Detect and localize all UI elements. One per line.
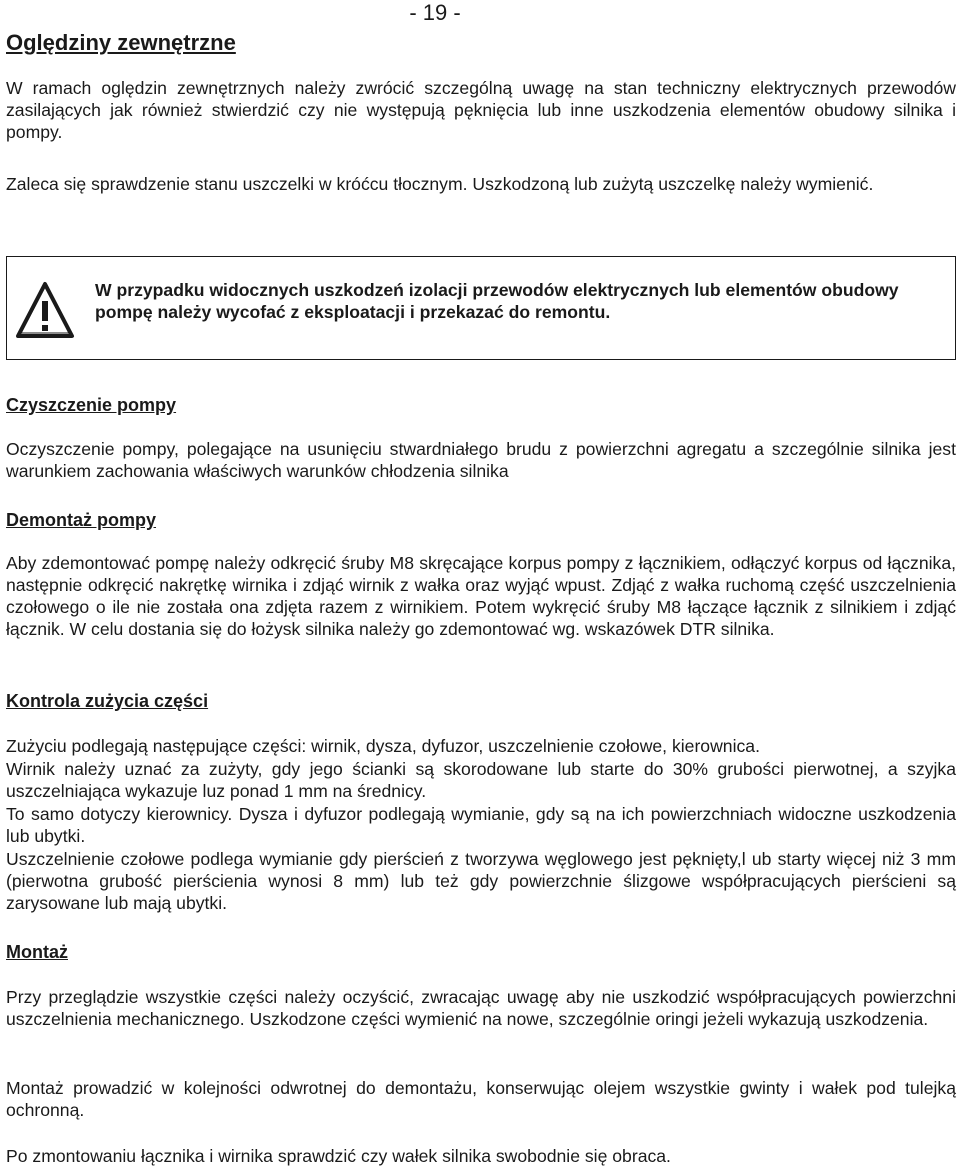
paragraph: Montaż prowadzić w kolejności odwrotnej do demontażu, konserwując olejem wszystkie gwinty i wałek pod tulejką ochronną. — [6, 1078, 956, 1120]
paragraph: Przy przeglądzie wszystkie części należy oczyścić, zwracając uwagę aby nie uszkodzić współpracujących powierzchni uszczelnienia mechanicznego. Uszkodzone części wymienić na nowe, szczególnie oringi jeżeli wykazują uszkodzenia. — [6, 987, 956, 1029]
section-heading-montaz: Montaż — [6, 942, 68, 962]
paragraph: Oczyszczenie pompy, polegające na usunięciu stwardniałego brudu z powierzchni agregatu a szczególnie silnika jest warunkiem zachowania właściwych warunków chłodzenia silnika — [6, 439, 956, 481]
section-heading-demontaz: Demontaż pompy — [6, 510, 157, 530]
section-heading-czyszczenie: Czyszczenie pompy — [6, 395, 177, 415]
paragraph: To samo dotyczy kierownicy. Dysza i dyfuzor podlegają wymianie, gdy są na ich powierzchniach widoczne uszkodzenia lub ubytki. — [6, 804, 956, 846]
paragraph: Uszczelnienie czołowe podlega wymianie gdy pierścień z tworzywa węglowego jest pęknięty,l ub starty więcej niż 3 mm (pierwotna grubość pierścienia wynosi 8 mm) lub też gdy powierzchnie ślizgowe współpracujących pierścieni są zarysowane lub mają ubytki. — [6, 849, 956, 913]
paragraph: Wirnik należy uznać za zużyty, gdy jego ścianki są skorodowane lub starte do 30% grubości pierwotnej, a szyjka uszczelniająca wykazuje luz ponad 1 mm na średnicy. — [6, 759, 956, 801]
page-number: - 19 - — [409, 0, 461, 25]
section-heading-kontrola: Kontrola zużycia części — [6, 691, 209, 711]
warning-box — [6, 256, 956, 360]
paragraph: Zaleca się sprawdzenie stanu uszczelki w króćcu tłocznym. Uszkodzoną lub zużytą uszczelkę należy wymienić. — [6, 174, 874, 194]
section-heading-ogledziny: Oględziny zewnętrzne — [6, 30, 236, 55]
warning-triangle-icon — [15, 281, 75, 341]
paragraph: Zużyciu podlegają następujące części: wirnik, dysza, dyfuzor, uszczelnienie czołowe, kierownica. — [6, 736, 760, 756]
paragraph: W ramach oględzin zewnętrznych należy zwrócić szczególną uwagę na stan techniczny elektrycznych przewodów zasilających jak również stwierdzić czy nie występują pęknięcia lub inne uszkodzenia elementów obudowy silnika i pompy. — [6, 78, 956, 142]
paragraph: Aby zdemontować pompę należy odkręcić śruby M8 skręcające korpus pompy z łącznikiem, odłączyć korpus od łącznika, następnie odkręcić nakrętkę wirnika i zdjąć wirnik z wałka oraz wyjąć wpust. Zdjąć z wałka ruchomą część uszczelnienia czołowego o ile nie została ona zdjęta razem z wirnikiem. Potem wykręcić śruby M8 łączące łącznik z silnikiem i zdjąć łącznik. W celu dostania się do łożysk silnika należy go zdemontować wg. wskazówek DTR silnika. — [6, 553, 956, 639]
paragraph: Po zmontowaniu łącznika i wirnika sprawdzić czy wałek silnika swobodnie się obraca. — [6, 1146, 671, 1166]
warning-text: W przypadku widocznych uszkodzeń izolacji przewodów elektrycznych lub elementów obudowy pompę należy wycofać z eksploatacji i przekazać do remontu. — [95, 280, 899, 322]
